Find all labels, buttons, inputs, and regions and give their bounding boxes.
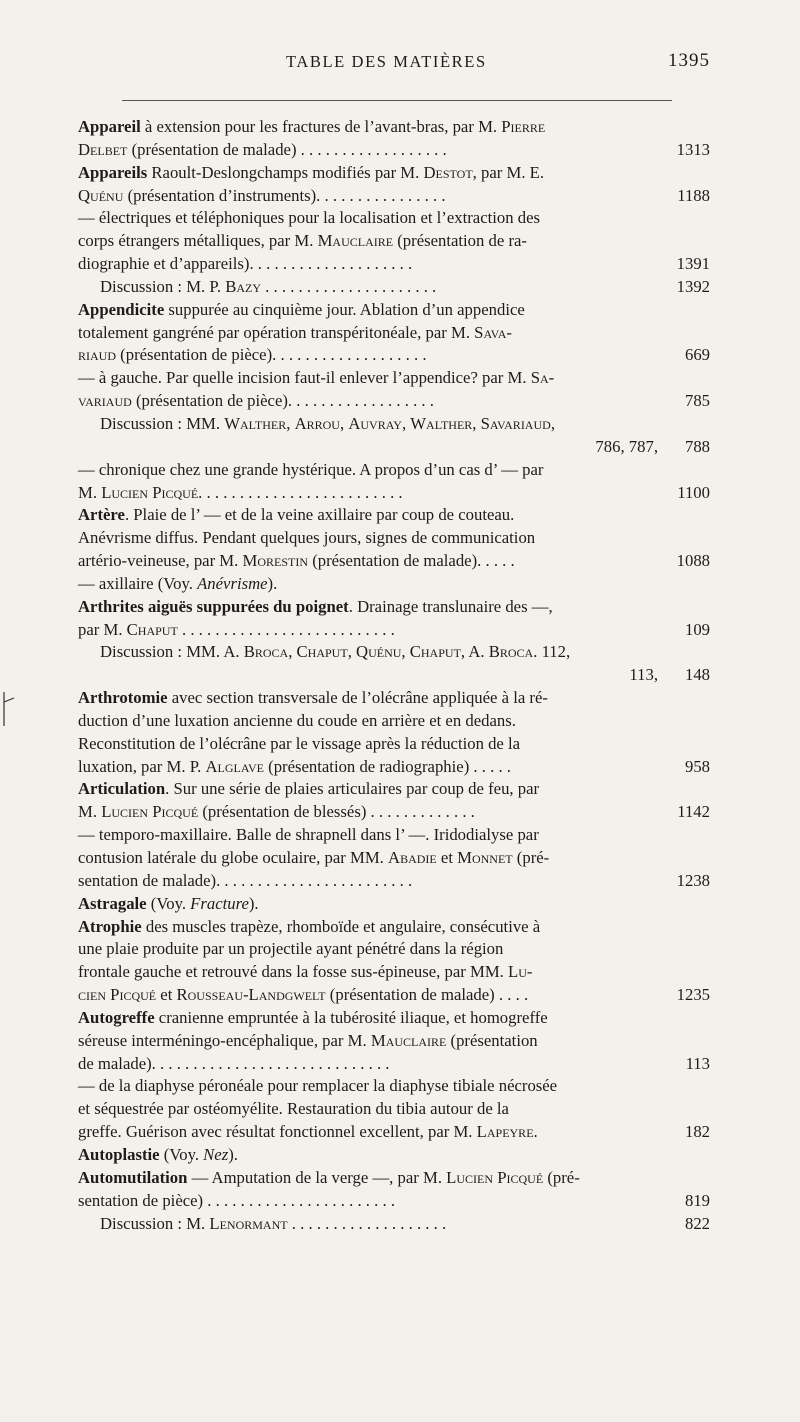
page-ref: 1313 bbox=[676, 139, 710, 159]
index-line bbox=[78, 1007, 710, 1030]
entry-text: Discussion : M. Lenormant . . . . . . . . . . . . . . . . . . . bbox=[100, 1213, 447, 1233]
entry-text: Appendicite suppurée au cinquième jour. Ablation d’un appendice bbox=[78, 299, 525, 319]
entry-text: Delbet (présentation de malade) . . . . . . . . . . . . . . . . . . bbox=[78, 139, 447, 159]
index-line bbox=[78, 916, 710, 939]
page-ref: 785 bbox=[684, 391, 710, 411]
entry-text: Discussion : M. P. Bazy . . . . . . . . . . . . . . . . . . . . . bbox=[100, 276, 437, 296]
index-line bbox=[78, 162, 710, 185]
entry-text: Quénu (présentation d’instruments). . . . . . . . . . . . . . . . bbox=[78, 185, 446, 205]
entry-text: Discussion : MM. A. Broca, Chaput, Quénu, Chaput, A. Broca. 112, bbox=[100, 642, 571, 662]
index-line bbox=[78, 550, 710, 573]
page-ref: 1392 bbox=[676, 276, 710, 296]
index-line bbox=[78, 1030, 710, 1053]
index-line bbox=[78, 641, 710, 664]
index-line bbox=[78, 870, 710, 893]
entry-text: — axillaire (Voy. Anévrisme). bbox=[78, 573, 278, 593]
entry-text: Artère. Plaie de l’ — et de la veine axillaire par coup de couteau. bbox=[78, 505, 515, 525]
index-line bbox=[78, 413, 710, 436]
page-ref: 148 bbox=[684, 665, 710, 685]
index-line bbox=[78, 938, 710, 961]
index-line bbox=[78, 710, 710, 733]
page-ref: 109 bbox=[684, 619, 710, 639]
index-line bbox=[78, 139, 710, 162]
index-line bbox=[78, 1213, 710, 1236]
index-line bbox=[78, 664, 710, 687]
index-entries bbox=[78, 116, 710, 1235]
index-line bbox=[78, 230, 710, 253]
index-line bbox=[78, 527, 710, 550]
page-ref: 1235 bbox=[676, 985, 710, 1005]
entry-text: artério-veineuse, par M. Morestin (présentation de malade). . . . . bbox=[78, 551, 515, 571]
page-ref: 1238 bbox=[676, 870, 710, 890]
entry-text: greffe. Guérison avec résultat fonctionnel excellent, par M. Lapeyre. bbox=[78, 1122, 538, 1142]
page-ref: 822 bbox=[684, 1213, 710, 1233]
entry-text: sentation de pièce) . . . . . . . . . . . . . . . . . . . . . . . bbox=[78, 1190, 396, 1210]
entry-text: Arthrites aiguës suppurées du poignet. Drainage translunaire des —, bbox=[78, 596, 553, 616]
entry-text: totalement gangréné par opération transpéritonéale, par M. Sava- bbox=[78, 322, 512, 342]
index-line bbox=[78, 390, 710, 413]
entry-text: frontale gauche et retrouvé dans la fosse sus-épineuse, par MM. Lu- bbox=[78, 962, 533, 982]
index-line bbox=[78, 207, 710, 230]
index-line bbox=[78, 504, 710, 527]
running-head: TABLE DES MATIÈRES bbox=[286, 52, 487, 71]
entry-text: — de la diaphyse péronéale pour remplacer la diaphyse tibiale nécrosée bbox=[78, 1076, 558, 1096]
index-line bbox=[78, 299, 710, 322]
index-line bbox=[78, 367, 710, 390]
index-line bbox=[78, 619, 710, 642]
entry-text: — chronique chez une grande hystérique. A propos d’un cas d’ — par bbox=[78, 459, 544, 479]
index-line bbox=[78, 824, 710, 847]
index-line bbox=[78, 1121, 710, 1144]
entry-text: par M. Chaput . . . . . . . . . . . . . . . . . . . . . . . . . . bbox=[78, 619, 395, 639]
page-ref: 1391 bbox=[676, 254, 710, 274]
index-line bbox=[78, 596, 710, 619]
entry-text: variaud (présentation de pièce). . . . . . . . . . . . . . . . . . bbox=[78, 391, 434, 411]
entry-text: séreuse interméningo-encéphalique, par M. Mauclaire (présentation bbox=[78, 1030, 538, 1050]
entry-text: Anévrisme diffus. Pendant quelques jours, signes de communication bbox=[78, 528, 536, 548]
entry-text: 113, bbox=[629, 665, 658, 685]
entry-text: Articulation. Sur une série de plaies articulaires par coup de feu, par bbox=[78, 779, 540, 799]
entry-text: luxation, par M. P. Alglave (présentation de radiographie) . . . . . bbox=[78, 756, 511, 776]
page-ref: 1188 bbox=[677, 185, 710, 205]
index-line bbox=[78, 1144, 710, 1167]
index-line bbox=[78, 573, 710, 596]
index-line bbox=[78, 185, 710, 208]
entry-text: M. Lucien Picqué. . . . . . . . . . . . . . . . . . . . . . . . . bbox=[78, 482, 403, 502]
index-line bbox=[78, 116, 710, 139]
entry-text: M. Lucien Picqué (présentation de blessés) . . . . . . . . . . . . . bbox=[78, 802, 475, 822]
margin-mark bbox=[2, 688, 16, 728]
entry-text: sentation de malade). . . . . . . . . . . . . . . . . . . . . . . . bbox=[78, 870, 413, 890]
entry-text: Astragale (Voy. Fracture). bbox=[78, 893, 259, 913]
page-ref: 1088 bbox=[676, 551, 710, 571]
entry-text: duction d’une luxation ancienne du coude en arrière et en dedans. bbox=[78, 710, 516, 730]
entry-text: Appareil à extension pour les fractures de l’avant-bras, par M. Pierre bbox=[78, 117, 546, 136]
index-line bbox=[78, 801, 710, 824]
entry-text: corps étrangers métalliques, par M. Mauclaire (présentation de ra- bbox=[78, 231, 527, 251]
entry-text: Autoplastie (Voy. Nez). bbox=[78, 1144, 238, 1164]
index-line bbox=[78, 961, 710, 984]
entry-text: — temporo-maxillaire. Balle de shrapnell dans l’ —. Iridodialyse par bbox=[78, 825, 539, 845]
entry-text: Autogreffe cranienne empruntée à la tubérosité iliaque, et homogreffe bbox=[78, 1007, 548, 1027]
index-line bbox=[78, 322, 710, 345]
entry-text: Reconstitution de l’olécrâne par le vissage après la réduction de la bbox=[78, 733, 521, 753]
page-ref: 819 bbox=[684, 1190, 710, 1210]
entry-text: Arthrotomie avec section transversale de l’olécrâne appliquée à la ré- bbox=[78, 688, 548, 708]
index-line bbox=[78, 984, 710, 1007]
index-line bbox=[78, 733, 710, 756]
index-line bbox=[78, 344, 710, 367]
entry-text: Appareils Raoult-Deslongchamps modifiés par M. Destot, par M. E. bbox=[78, 162, 545, 182]
page-ref: 113 bbox=[685, 1053, 710, 1073]
entry-text: Atrophie des muscles trapèze, rhomboïde et angulaire, consécutive à bbox=[78, 916, 541, 936]
entry-text: cien Picqué et Rousseau-Landgwelt (présentation de malade) . . . . bbox=[78, 985, 529, 1005]
index-line bbox=[78, 276, 710, 299]
index-line bbox=[78, 1053, 710, 1076]
index-line bbox=[78, 1167, 710, 1190]
index-line bbox=[78, 847, 710, 870]
page-ref: 182 bbox=[684, 1122, 710, 1142]
entry-text: Automutilation — Amputation de la verge —, par M. Lucien Picqué (pré- bbox=[78, 1167, 580, 1187]
index-line bbox=[78, 436, 710, 459]
entry-text: contusion latérale du globe oculaire, par MM. Abadie et Monnet (pré- bbox=[78, 848, 550, 867]
page-ref: 1142 bbox=[677, 802, 710, 822]
header-rule bbox=[122, 100, 672, 101]
entry-text: Discussion : MM. Walther, Arrou, Auvray, Walther, Savariaud, bbox=[100, 413, 555, 433]
entry-text: 786, 787, bbox=[595, 436, 658, 456]
page-number: 1395 bbox=[668, 50, 710, 71]
page-ref: 669 bbox=[684, 345, 710, 365]
page-ref: 1100 bbox=[677, 482, 710, 502]
entry-text: une plaie produite par un projectile ayant pénétré dans la région bbox=[78, 939, 504, 959]
index-line bbox=[78, 253, 710, 276]
page-ref: 788 bbox=[684, 436, 710, 456]
entry-text: riaud (présentation de pièce). . . . . . . . . . . . . . . . . . . bbox=[78, 345, 427, 365]
index-line bbox=[78, 1190, 710, 1213]
index-line bbox=[78, 687, 710, 710]
index-line bbox=[78, 893, 710, 916]
index-line bbox=[78, 482, 710, 505]
page-header bbox=[0, 52, 800, 82]
index-line bbox=[78, 459, 710, 482]
entry-text: de malade). . . . . . . . . . . . . . . . . . . . . . . . . . . . . bbox=[78, 1053, 390, 1073]
entry-text: diographie et d’appareils). . . . . . . . . . . . . . . . . . . . bbox=[78, 254, 413, 274]
index-line bbox=[78, 756, 710, 779]
entry-text: et séquestrée par ostéomyélite. Restauration du tibia autour de la bbox=[78, 1099, 509, 1119]
entry-text: — électriques et téléphoniques pour la localisation et l’extraction des bbox=[78, 208, 540, 228]
entry-text: — à gauche. Par quelle incision faut-il enlever l’appendice? par M. Sa- bbox=[78, 368, 555, 388]
index-line bbox=[78, 1075, 710, 1098]
index-line bbox=[78, 1098, 710, 1121]
page-ref: 958 bbox=[684, 756, 710, 776]
index-line bbox=[78, 778, 710, 801]
